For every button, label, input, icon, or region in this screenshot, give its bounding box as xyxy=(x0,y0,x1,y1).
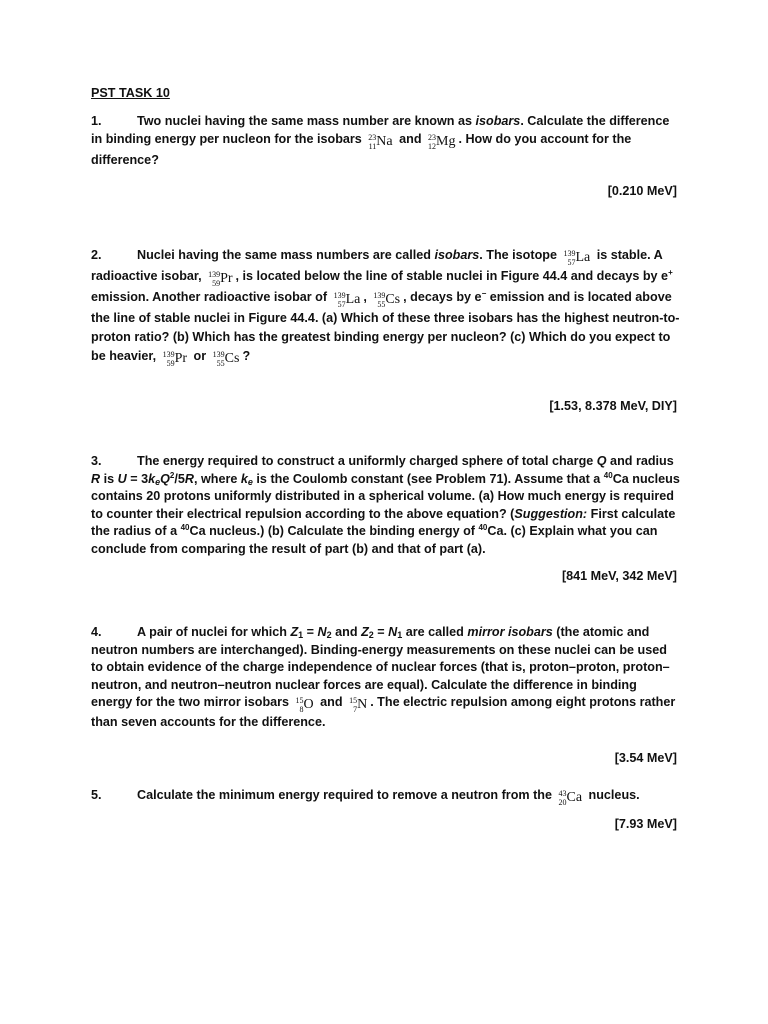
question-text: is xyxy=(100,471,118,486)
question-text: and xyxy=(316,695,347,710)
question-text: , where xyxy=(194,471,241,486)
mass-number: 15 xyxy=(295,696,304,706)
question-1 xyxy=(91,112,681,169)
superscript: − xyxy=(481,289,487,298)
superscript: 40 xyxy=(478,523,488,533)
nuclide-o xyxy=(296,696,314,714)
nuclide-mg xyxy=(428,132,455,151)
answer-3: [841 MeV, 342 MeV] xyxy=(561,569,677,583)
italic-term: mirror isobars xyxy=(467,625,553,639)
atomic-number: 20 xyxy=(558,798,567,807)
question-text: Calculate the minimum energy required to remove a neutron from the xyxy=(137,788,556,802)
nuclide-la xyxy=(334,290,361,309)
variable: Q xyxy=(160,471,170,486)
question-text: = xyxy=(303,625,318,639)
atomic-number: 55 xyxy=(377,300,386,309)
subscript: 2 xyxy=(326,630,332,640)
variable: N xyxy=(388,625,398,639)
variable: N xyxy=(317,625,327,639)
variable: R xyxy=(184,471,194,486)
atomic-number: 59 xyxy=(212,279,221,288)
mass-number: 139 xyxy=(208,270,221,279)
question-text: and xyxy=(395,132,426,146)
question-number: 4. xyxy=(91,625,102,639)
italic-term: Suggestion: xyxy=(514,506,588,521)
question-text: Two nuclei having the same mass number are known as xyxy=(137,114,476,128)
question-text: The energy required to construct a uniformly charged sphere of total charge xyxy=(137,454,597,468)
element-symbol: Mg xyxy=(436,134,456,149)
question-3 xyxy=(91,453,681,559)
variable: k xyxy=(148,471,156,486)
question-text: . The electric repulsion among eight protons rather than seven accounts for the difference. xyxy=(91,695,676,730)
question-4 xyxy=(91,624,681,732)
superscript: 2 xyxy=(169,470,175,480)
variable: Q xyxy=(596,454,607,468)
question-text: or xyxy=(190,349,210,363)
question-text: , is located below the line of stable nuclei in Figure 44.4 and decays by e xyxy=(235,269,669,283)
atomic-number: 12 xyxy=(428,142,437,151)
subscript: 1 xyxy=(397,630,403,640)
nuclide-pr xyxy=(163,349,187,368)
mass-number: 139 xyxy=(162,350,175,359)
mass-number: 23 xyxy=(428,133,437,142)
element-symbol: Pr xyxy=(220,271,233,286)
nuclide-pr xyxy=(208,269,232,288)
question-text: emission. Another radioactive isobar of xyxy=(91,290,331,304)
superscript: 40 xyxy=(180,523,190,533)
question-5 xyxy=(91,786,681,807)
atomic-number: 7 xyxy=(353,705,358,715)
question-text: Nuclei having the same mass numbers are called xyxy=(137,248,435,262)
question-text: /5 xyxy=(174,471,185,486)
atomic-number: 59 xyxy=(166,359,175,368)
mass-number: 43 xyxy=(558,789,567,798)
mass-number: 23 xyxy=(368,133,377,142)
question-text: and radius xyxy=(606,454,674,468)
element-symbol: Na xyxy=(376,134,393,149)
element-symbol: Ca xyxy=(566,790,583,805)
atomic-number: 11 xyxy=(368,142,377,151)
element-symbol: N xyxy=(357,697,368,713)
element-symbol: Cs xyxy=(224,351,240,366)
question-text: nucleus. xyxy=(585,788,640,802)
question-text: and xyxy=(331,625,362,639)
nuclide-la xyxy=(563,248,590,267)
variable: U xyxy=(117,471,127,486)
element-symbol: O xyxy=(303,697,314,713)
question-text: Ca. (c) Explain what you can conclude from comparing the result of part (b) and that of part (a). xyxy=(91,524,658,556)
question-text: A pair of nuclei for which xyxy=(137,625,291,639)
mass-number: 139 xyxy=(212,350,225,359)
question-text: emission and is located above the line of stable nuclei in Figure 44.4. (a) Which of these three isobars has the highest neutron-to-proton ratio? (b) Which has the greatest binding energy per nucleon? (c) Which do you expect to be heavier, xyxy=(91,290,680,363)
element-symbol: La xyxy=(345,292,361,307)
superscript: 40 xyxy=(603,470,613,480)
answer-5: [7.93 MeV] xyxy=(614,817,677,831)
question-number: 2. xyxy=(91,248,102,262)
question-text: , decays by e xyxy=(403,290,482,304)
question-text: Ca nucleus contains 20 protons uniformly distributed in a spherical volume. (a) How much energy is required to counter their electrical repulsion according to the above equation? ( xyxy=(91,471,680,521)
subscript: e xyxy=(247,476,253,487)
element-symbol: La xyxy=(575,250,591,265)
answer-2: [1.53, 8.378 MeV, DIY] xyxy=(549,399,677,413)
answer-1: [0.210 MeV] xyxy=(607,184,677,198)
question-2 xyxy=(91,246,681,368)
atomic-number: 57 xyxy=(337,300,346,309)
variable: R xyxy=(91,471,101,486)
page-title: PST TASK 10 xyxy=(91,86,170,100)
question-text: = 3 xyxy=(126,471,149,486)
question-number: 1. xyxy=(91,114,102,128)
question-text: . Calculate the difference in binding energy per nucleon for the isobars xyxy=(91,114,670,146)
subscript: 1 xyxy=(298,630,304,640)
question-text: ? xyxy=(242,349,251,363)
element-symbol: Pr xyxy=(174,351,188,366)
atomic-number: 8 xyxy=(299,705,304,715)
question-text: = xyxy=(373,625,389,639)
question-number: 3. xyxy=(91,454,102,468)
mass-number: 15 xyxy=(349,696,358,706)
variable: k xyxy=(240,471,248,486)
element-symbol: Cs xyxy=(385,292,401,307)
question-text: . The isotope xyxy=(479,248,561,262)
nuclide-ca xyxy=(558,788,582,807)
nuclide-n xyxy=(349,696,367,714)
italic-term: isobars xyxy=(475,114,521,128)
question-text: are called xyxy=(402,625,468,639)
variable: Z xyxy=(290,625,299,639)
variable: Z xyxy=(361,625,369,639)
question-text: is stable. A radioactive isobar, xyxy=(91,248,663,283)
question-text: is the Coulomb constant (see Problem 71). Assume that a xyxy=(252,471,604,486)
atomic-number: 57 xyxy=(567,258,576,267)
superscript: + xyxy=(668,268,673,277)
subscript: 2 xyxy=(368,630,374,640)
question-text: . How do you account for the difference? xyxy=(91,132,632,167)
mass-number: 139 xyxy=(373,291,386,300)
question-number: 5. xyxy=(91,788,102,802)
nuclide-na xyxy=(368,132,392,151)
question-text: (the atomic and neutron numbers are interchanged). Binding-energy measurements on these nuclei can be used to obtain evidence of the charge independence of nuclear forces (that is, proton–proton, proton–neutron, and neutron–neutron nuclear forces are equal). Calculate the difference in binding energy for the two mirror isobars xyxy=(91,625,670,710)
italic-term: isobars xyxy=(434,248,480,262)
nuclide-cs xyxy=(213,349,240,368)
mass-number: 139 xyxy=(563,249,576,258)
atomic-number: 55 xyxy=(216,359,225,368)
question-text: First calculate the radius of a xyxy=(91,506,676,539)
question-text: Ca nucleus.) (b) Calculate the binding energy of xyxy=(189,524,479,539)
subscript: e xyxy=(155,476,161,487)
answer-4: [3.54 MeV] xyxy=(614,751,677,765)
nuclide-cs xyxy=(373,290,400,309)
mass-number: 139 xyxy=(333,291,346,300)
question-text: , xyxy=(363,290,371,304)
